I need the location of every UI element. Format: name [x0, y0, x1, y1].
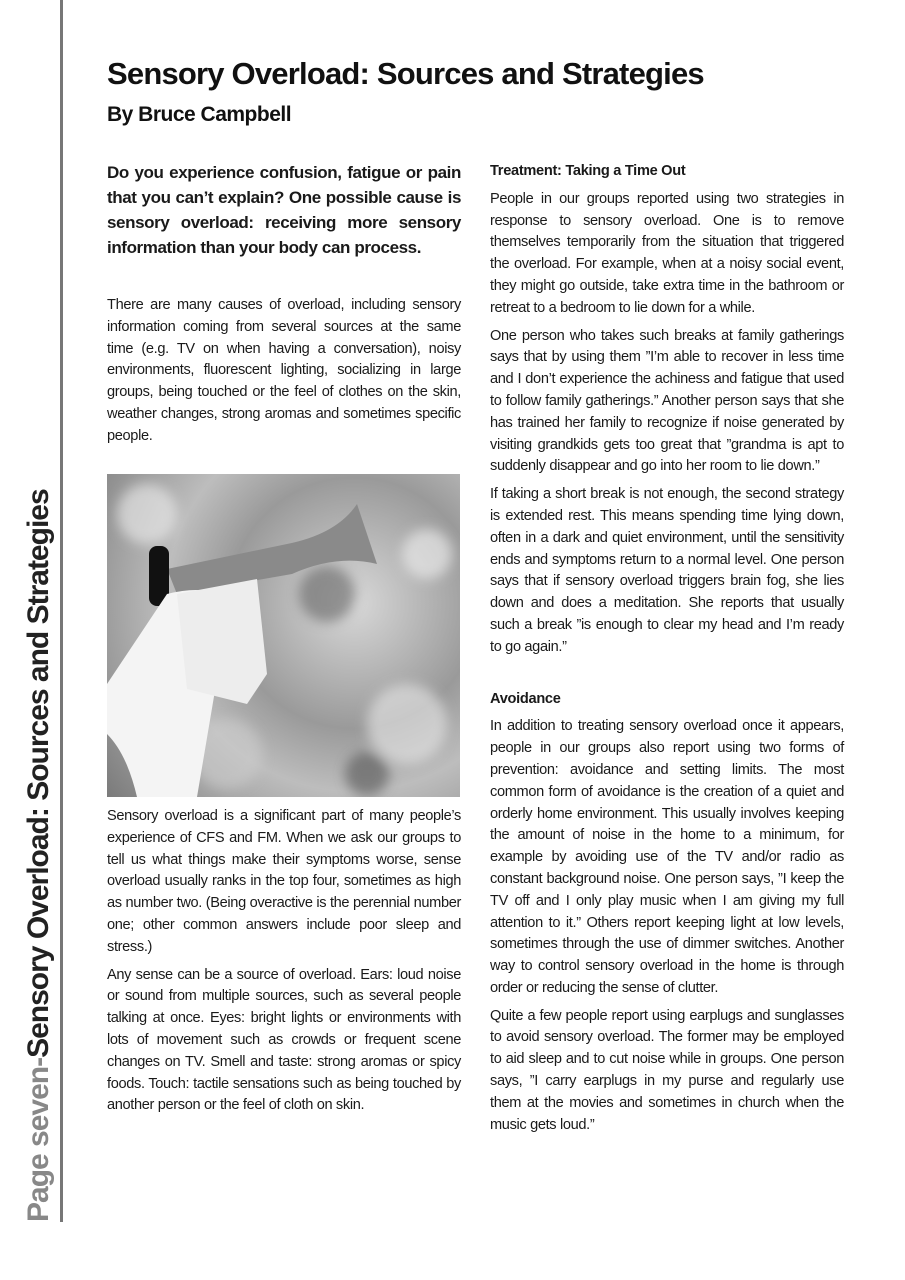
paragraph: Quite a few people report using earplugs and sunglasses to avoid sensory overload. The former may be employed to aid sleep and to cut noise while in groups. One person says, ”I carry earplugs in my purse and regularly use them at the movies and sometimes in church when the music gets loud.”	[490, 1007, 844, 1133]
margin-rule	[60, 0, 63, 1222]
side-title: Sensory Overload: Sources and Strategies	[22, 489, 55, 1058]
right-column	[490, 161, 844, 1142]
paragraph: Any sense can be a source of overload. Ears: loud noise or sound from multiple sources, such as several people talking at once. Eyes: bright lights or environments with lots of movement such as crowds or frequent scene changes on TV. Smell and taste: strong aromas or spicy foods. Touch: tactile sensations such as being touched by another person or the feel of cloth on skin.	[107, 966, 461, 1114]
air-horn-illustration	[107, 474, 460, 797]
paragraph: If taking a short break is not enough, the second strategy is extended rest. This means spending time lying down, often in a dark and quiet environment, until the sensitivity ends and symptoms return to a normal level. One person says that if sensory overload triggers brain fog, she lies down and does a meditation. She reports that usually such a break ”is enough to clear my head and I’m ready to go again.”	[490, 486, 844, 655]
section-heading-treatment: Treatment: Taking a Time Out	[490, 163, 686, 179]
intro-paragraph: Do you experience confusion, fatigue or pain that you can’t explain? One possible cause is sensory overload: receiving more sensory information than your body can process.	[107, 163, 461, 257]
byline: By Bruce Campbell	[107, 103, 292, 126]
article-title: Sensory Overload: Sources and Strategies	[107, 56, 704, 91]
section-heading-avoidance: Avoidance	[490, 690, 561, 707]
left-column-bottom	[107, 806, 461, 1123]
paragraph: Sensory overload is a significant part of many people’s experience of CFS and FM. When we ask our groups to tell us what things make their symptoms worse, sense overload usually ranks in the top four, sometimes as high as number two. (Being overactive is the perennial number one; other common answers include poor sleep and stress.)	[107, 808, 461, 955]
paragraph: People in our groups reported using two strategies in response to sensory overload. One is to remove themselves temporarily from the situation that triggered the overload. For example, when at a noisy social event, they might go outside, take extra time in the bathroom or retreat to a bedroom to lie down for a while.	[490, 190, 844, 316]
paragraph: One person who takes such breaks at family gatherings says that by using them ”I’m able to recover in less time and I don’t experience the achiness and fatigue that used to follow family gatherings.” Another person says that she has trained her family to recognize if noise generated by visiting grandkids gets too great that ”grandma is apt to suddenly disappear and go into her room to lie down.”	[490, 327, 844, 475]
paragraph: There are many causes of overload, including sensory information coming from several sources at the same time (e.g. TV on when having a conversation), noisy environments, fluorescent lighting, socializing in large groups, being touched or the feel of clothes on the skin, weather changes, strong aromas and sometimes specific people.	[107, 297, 461, 444]
air-horn-photo	[107, 474, 460, 797]
left-column-top	[107, 295, 461, 454]
page-number-label: Page seven-	[22, 1057, 55, 1222]
side-page-label	[22, 482, 56, 1222]
paragraph: In addition to treating sensory overload once it appears, people in our groups also report using two forms of prevention: avoidance and setting limits. The most common form of avoidance is the creation of a quiet and orderly home environment. This usually involves keeping the amount of noise in the home to a minimum, for example by avoiding use of the TV and/or radio as constant background noise. One person says, ”I keep the TV off and I only play music when I am giving my full attention to it.” Others report keeping light at low levels, sometimes through the use of dimmer switches. Another way to control sensory overload in the home is through order or reducing the sense of clutter.	[490, 718, 844, 996]
